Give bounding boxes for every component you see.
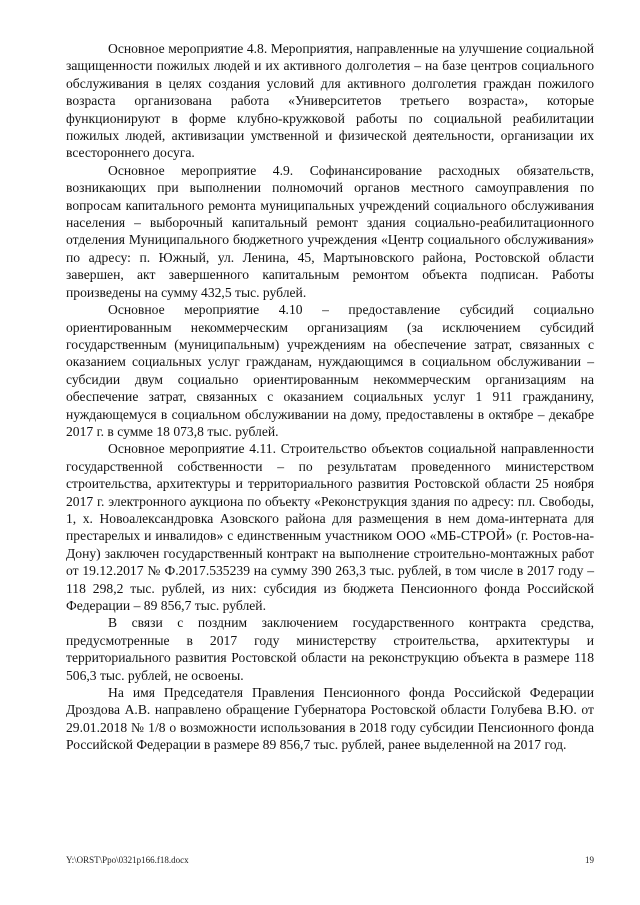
paragraph-measure-4-9: Основное мероприятие 4.9. Софинансирование расходных обязательств, возникающих при выполнении полномочий органов местного самоуправления по вопросам капитального ремонта муниципальных учреждений социального обслуживания населения – выборочный капитальный ремонт здания социально-реабилитационного отделения Муниципального бюджетного учреждения «Центр социального обслуживания» по адресу: п. Южный, ул. Ленина, 45, Мартыновского района, Ростовской области завершен, акт завершенного капитальным ремонтом объекта подписан. Работы произведены на сумму 432,5 тыс. рублей.	[66, 162, 594, 300]
footer-file-path: Y:\ORST\Ppo\0321p166.f18.docx	[66, 855, 189, 865]
paragraph-late-contract: В связи с поздним заключением государственного контракта средства, предусмотренные в 2017 году министерству строительства, архитектуры и территориального развития Ростовской области на реконструкцию объекта в размере 118 506,3 тыс. рублей, не освоены.	[66, 615, 594, 683]
document-body	[66, 40, 594, 754]
page-number: 19	[585, 855, 594, 865]
paragraph-measure-4-11: Основное мероприятие 4.11. Строительство объектов социальной направленности государственной собственности – по результатам проведенного министерством строительства, архитектуры и территориального развития Ростовской области 25 ноября 2017 г. электронного аукциона по объекту «Реконструкция здания по адресу: пл. Свободы, 1, х. Новоалександровка Азовского района для размещения в нем дома-интерната для престарелых и инвалидов» с единственным участником ООО «МБ-СТРОЙ» (г. Ростов-на-Дону) заключен государственный контракт на выполнение строительно-монтажных работ от 19.12.2017 № Ф.2017.535239 на сумму 390 263,3 тыс. рублей, в том числе в 2017 году – 118 298,2 тыс. рублей, из них: субсидия из бюджета Пенсионного фонда Российской Федерации – 89 856,7 тыс. рублей.	[66, 441, 594, 613]
paragraph-appeal: На имя Председателя Правления Пенсионного фонда Российской Федерации Дроздова А.В. направлено обращение Губернатора Ростовской области Голубева В.Ю. от 29.01.2018 № 1/8 о возможности использования в 2018 году субсидии Пенсионного фонда Российской Федерации в размере 89 856,7 тыс. рублей, ранее выделенной на 2017 год.	[66, 685, 594, 753]
paragraph-measure-4-10: Основное мероприятие 4.10 – предоставление субсидий социально ориентированным некоммерческим организациям (за исключением субсидий государственным (муниципальным) учреждениям на обеспечение затрат, связанных с оказанием социальных услуг гражданам, нуждающимся в социальном обслуживании – субсидии двум социально ориентированным некоммерческим организациям на обеспечение затрат, связанных с оказанием социальных услуг 1 911 гражданину, нуждающемуся в социальном обслуживании на дому, предоставлены в октябре – декабре 2017 г. в сумме 18 073,8 тыс. рублей.	[66, 302, 594, 439]
paragraph-measure-4-8: Основное мероприятие 4.8. Мероприятия, направленные на улучшение социальной защищенности пожилых людей и их активного долголетия – на базе центров социального обслуживания в целях создания условий для активного долголетия граждан пожилого возраста организована работа «Университетов третьего возраста», которые функционируют в форме клубно-кружковой работы по социальной реабилитации пожилых людей, активизации умственной и физической деятельности, организации их всестороннего досуга.	[66, 41, 594, 161]
